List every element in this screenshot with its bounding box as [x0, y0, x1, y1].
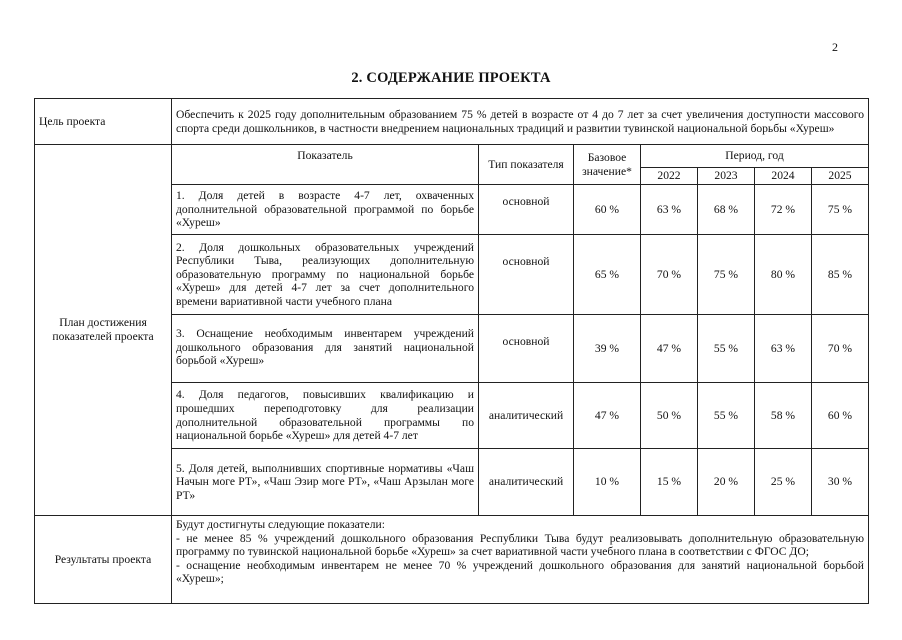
project-table: [34, 98, 869, 604]
section-title: 2. СОДЕРЖАНИЕ ПРОЕКТА: [351, 70, 551, 86]
indicator-value: 58 %: [755, 383, 812, 449]
indicator-value: 63 %: [755, 315, 812, 383]
indicator-value: 70 %: [812, 315, 869, 383]
goal-label: Цель проекта: [35, 99, 172, 145]
goal-text: Обеспечить к 2025 году дополнительным образованием 75 % детей в возрасте от 4 до 7 лет за счет увеличения доступности массового спорта среди дошкольников, в частности внедрением национальных традиций и развитии тувинской национальной борьбы «Хуреш»: [172, 99, 869, 145]
indicator-value: 72 %: [755, 185, 812, 235]
results-line: - оснащение необходимым инвентарем не менее 70 % учреждений дошкольного образования для занятий национальной борьбой «Хуреш»;: [176, 558, 865, 586]
indicator-base: 47 %: [574, 383, 641, 449]
indicator-value: 60 %: [812, 383, 869, 449]
indicator-text: 1. Доля детей в возрасте 4-7 лет, охваченных дополнительной образовательной программой по борьбе «Хуреш»: [172, 185, 479, 235]
header-type: Тип показателя: [479, 145, 574, 185]
indicator-value: 15 %: [641, 449, 698, 516]
indicator-value: 75 %: [698, 235, 755, 315]
indicator-text: 4. Доля педагогов, повысивших квалификацию и прошедших переподготовку для реализации дополнительной образовательной программы по национальной борьбе «Хуреш» для детей 4-7 лет: [172, 383, 479, 449]
results-line: - не менее 85 % учреждений дошкольного образования Республики Тыва будут реализовывать дополнительную образовательную программу по тувинской национальной борьбе «Хуреш» за счет вариативной части учебного плана в соответствии с ФГОС ДО;: [176, 531, 865, 559]
indicator-value: 75 %: [812, 185, 869, 235]
plan-header-row: [35, 145, 869, 168]
indicator-text: 3. Оснащение необходимым инвентарем учреждений дошкольного образования для занятий национальной борьбой «Хуреш»: [172, 315, 479, 383]
header-year: 2025: [812, 168, 869, 185]
indicator-type: основной: [479, 235, 574, 315]
indicator-value: 25 %: [755, 449, 812, 516]
indicator-text: 2. Доля дошкольных образовательных учреждений Республики Тыва, реализующих дополнительную образовательную программу по национальной борьбе «Хуреш» для детей 4-7 лет за счет дополнительного времени вариативной части учебного плана: [172, 235, 479, 315]
indicator-value: 70 %: [641, 235, 698, 315]
indicator-value: 63 %: [641, 185, 698, 235]
header-indicator: Показатель: [172, 145, 479, 185]
indicator-value: 80 %: [755, 235, 812, 315]
header-year: 2022: [641, 168, 698, 185]
indicator-value: 50 %: [641, 383, 698, 449]
indicator-base: 65 %: [574, 235, 641, 315]
indicator-value: 47 %: [641, 315, 698, 383]
results-text: [172, 516, 869, 604]
indicator-value: 20 %: [698, 449, 755, 516]
indicator-base: 60 %: [574, 185, 641, 235]
header-period: Период, год: [641, 145, 869, 168]
indicator-value: 85 %: [812, 235, 869, 315]
results-line: Будут достигнуты следующие показатели:: [176, 518, 385, 531]
results-label: Результаты проекта: [35, 516, 172, 604]
goal-row: [35, 99, 869, 145]
indicator-type: основной: [479, 185, 574, 235]
indicator-base: 39 %: [574, 315, 641, 383]
header-year: 2023: [698, 168, 755, 185]
indicator-base: 10 %: [574, 449, 641, 516]
indicator-type: аналитический: [479, 383, 574, 449]
indicator-value: 55 %: [698, 383, 755, 449]
indicator-type: аналитический: [479, 449, 574, 516]
header-year: 2024: [755, 168, 812, 185]
indicator-value: 55 %: [698, 315, 755, 383]
indicator-value: 68 %: [698, 185, 755, 235]
indicator-value: 30 %: [812, 449, 869, 516]
results-row: [35, 516, 869, 604]
indicator-text: 5. Доля детей, выполнивших спортивные нормативы «Чаш Начын моге РТ», «Чаш Эзир моге РТ», «Чаш Арзылан моге РТ»: [172, 449, 479, 516]
header-base: Базовое значение*: [574, 145, 641, 185]
plan-label: План достижения показателей проекта: [35, 145, 172, 516]
page-number: 2: [832, 40, 838, 54]
indicator-type: основной: [479, 315, 574, 383]
